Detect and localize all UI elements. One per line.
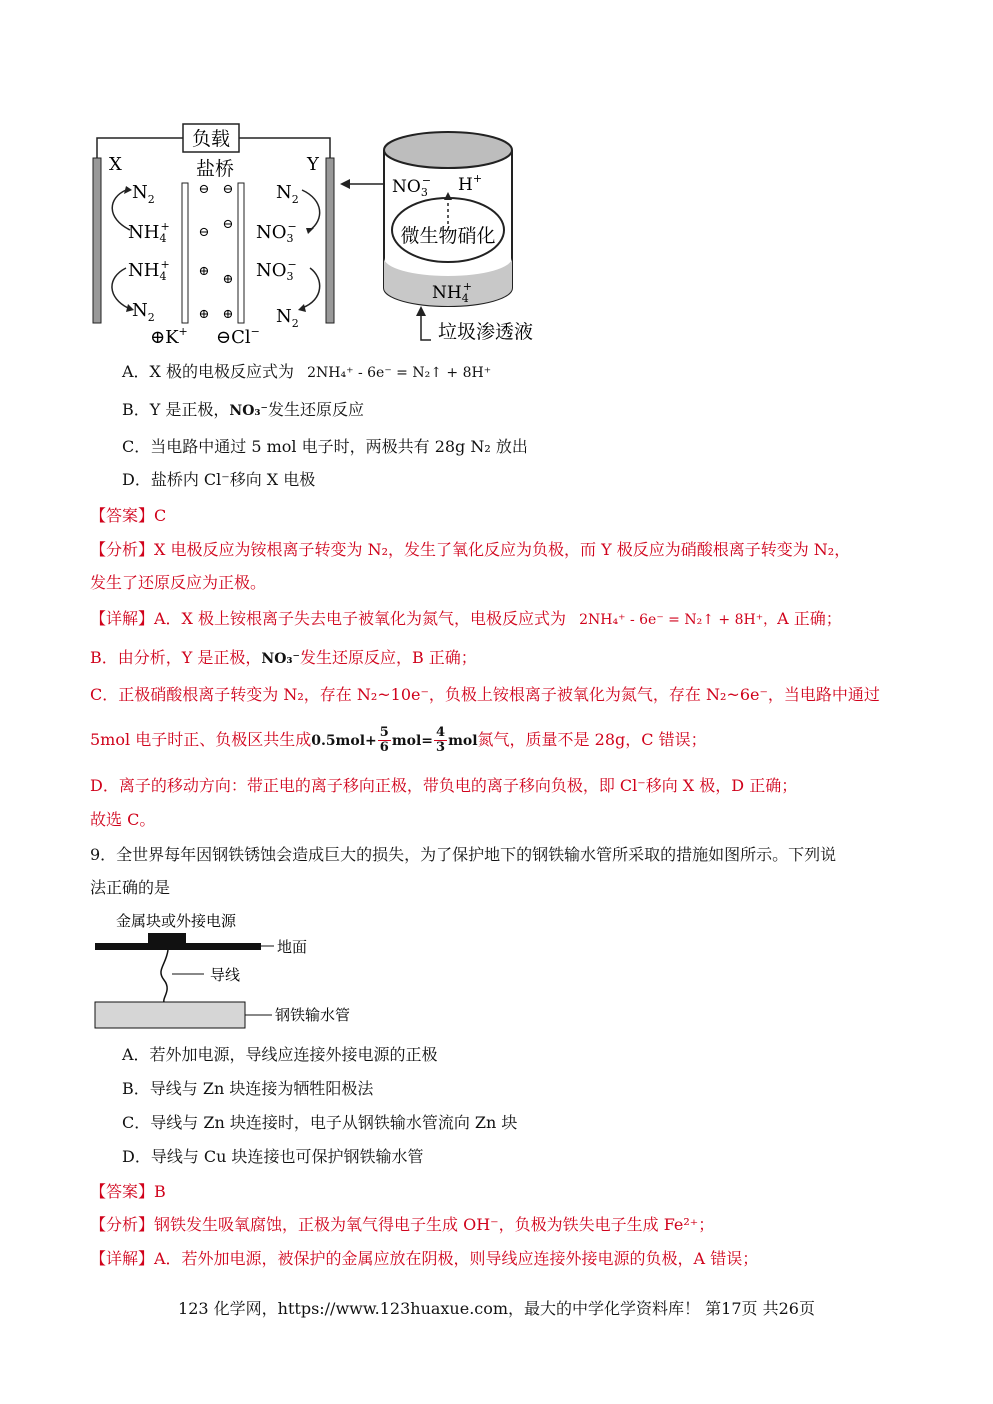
q8-detail-d: D．离子的移动方向：带正电的离子移向正极，带负电的离子移向负极，即 Cl⁻移向 X 极，D 正确； bbox=[90, 776, 798, 795]
salt-bridge-label: 盐桥 bbox=[195, 158, 235, 180]
k-ion-label: ⊕K+ bbox=[150, 325, 188, 348]
q8-detail-b-post: 发生还原反应，B 正确； bbox=[299, 648, 477, 667]
arrow-to-y bbox=[340, 179, 350, 189]
right-n2-top: $N_2$ bbox=[276, 182, 299, 206]
pipe-label: 钢铁输水管 bbox=[275, 1006, 351, 1024]
bio-h: H+ bbox=[458, 172, 483, 195]
right-no3-top: $NO_3-$ bbox=[256, 220, 297, 245]
q8-option-b-post: 发生还原反应 bbox=[267, 400, 364, 419]
q9-option-c: C．导线与 Zn 块连接时，电子从钢铁输水管流向 Zn 块 bbox=[122, 1113, 518, 1132]
salt-bridge-ions bbox=[199, 182, 234, 322]
salt-bridge-wall-left bbox=[182, 183, 188, 323]
page-footer: 123 化学网，https://www.123huaxue.com，最大的中学化学资料库！ 第17页 共26页 bbox=[178, 1299, 815, 1318]
steel-pipe bbox=[95, 1002, 245, 1028]
q9-stem-line2: 法正确的是 bbox=[90, 878, 171, 897]
left-n2-bottom: $N_2$ bbox=[132, 300, 155, 324]
q9-detail-a: 【详解】A．若外加电源，被保护的金属应放在阴极，则导线应连接外接电源的负极，A 错误； bbox=[90, 1249, 759, 1268]
bio-no3: $NO_3-$ bbox=[392, 174, 432, 199]
q8-detail-c2-text: 5mol 电子时正、负极区共生成 bbox=[90, 730, 312, 749]
metal-block-label: 金属块或外接电源 bbox=[116, 912, 237, 930]
fraction-4-3: $\frac{4}{3}$ bbox=[436, 725, 446, 755]
q8-detail-a-text: 【详解】A．X 极上铵根离子失去电子被氧化为氮气，电极反应式为 bbox=[90, 609, 567, 628]
pipe-protection-figure bbox=[92, 910, 382, 1035]
q8-option-b-ion: NO₃⁻ bbox=[229, 403, 268, 419]
q8-detail-a bbox=[90, 609, 842, 630]
svg-text:⊖: ⊖ bbox=[222, 217, 234, 232]
metal-block bbox=[148, 933, 186, 943]
svg-text:⊕: ⊕ bbox=[222, 307, 234, 322]
svg-text:⊖: ⊖ bbox=[198, 225, 210, 240]
q8-option-a-equation: 2NH₄⁺ - 6e⁻ = N₂↑ + 8H⁺ bbox=[307, 365, 492, 381]
ground-bar bbox=[95, 943, 261, 950]
microbe-nitrification-label: 微生物硝化 bbox=[400, 225, 496, 247]
q9-stem-line1: 9．全世界每年因钢铁锈蚀会造成巨大的损失，为了保护地下的钢铁输水管所采取的措施如图所示。下列说 bbox=[90, 845, 837, 864]
left-nh4-bottom: $NH_4+$ bbox=[128, 258, 170, 283]
q9-option-b: B．导线与 Zn 块连接为牺牲阳极法 bbox=[122, 1079, 374, 1098]
cl-ion-label: ⊖Cl− bbox=[216, 325, 260, 348]
right-arrow-top bbox=[302, 190, 320, 230]
q8-detail-b-text: B．由分析，Y 是正极， bbox=[90, 648, 262, 667]
q8-detail-c2-post: 氮气，质量不是 28g，C 错误； bbox=[477, 730, 707, 749]
q8-option-b-text: B．Y 是正极， bbox=[122, 400, 230, 419]
q8-choice: 故选 C。 bbox=[90, 810, 156, 829]
q9-analysis: 【分析】钢铁发生吸氧腐蚀，正极为氧气得电子生成 OH⁻，负极为铁失电子生成 Fe²⁺； bbox=[90, 1215, 715, 1234]
q8-detail-c-line1: C．正极硝酸根离子转变为 N₂，存在 N₂~10e⁻，负极上铵根离子被氧化为氮气，存在 N₂~6e⁻，当电路中通过 bbox=[90, 685, 880, 704]
electrochemical-cell-figure bbox=[88, 118, 568, 348]
q8-option-b bbox=[122, 400, 364, 421]
electrode-x-label: X bbox=[109, 154, 122, 175]
q9-answer: 【答案】B bbox=[90, 1182, 166, 1201]
q8-detail-c2-term1: 0.5mol+ bbox=[311, 733, 377, 749]
svg-text:⊕: ⊕ bbox=[198, 264, 210, 279]
wire-label: 导线 bbox=[210, 966, 241, 984]
right-no3-bottom: $NO_3-$ bbox=[256, 258, 297, 283]
q8-analysis-line1: 【分析】X 电极反应为铵根离子转变为 N₂，发生了氧化反应为负极，而 Y 极反应为硝酸根离子转变为 N₂， bbox=[90, 540, 851, 559]
q8-analysis-line2: 发生了还原反应为正极。 bbox=[90, 573, 267, 592]
right-arrow-bottom bbox=[302, 268, 320, 308]
q8-detail-a-post: A 正确； bbox=[777, 609, 842, 628]
left-arrow-bottom bbox=[112, 268, 128, 308]
right-n2-bottom: $N_2$ bbox=[276, 306, 299, 330]
q8-answer: 【答案】C bbox=[90, 506, 167, 525]
bio-nh4: $NH_4+$ bbox=[432, 280, 472, 305]
svg-text:⊖: ⊖ bbox=[222, 182, 234, 197]
q8-detail-c2-term3: mol bbox=[448, 733, 478, 749]
svg-text:⊖: ⊖ bbox=[198, 182, 210, 197]
q8-detail-a-equation: 2NH₄⁺ - 6e⁻ = N₂↑ + 8H⁺， bbox=[579, 612, 778, 628]
electrode-y bbox=[326, 158, 334, 323]
q8-option-d: D．盐桥内 Cl⁻移向 X 电极 bbox=[122, 470, 316, 489]
salt-bridge-wall-right bbox=[238, 183, 244, 323]
q8-option-a bbox=[122, 362, 491, 383]
load-label: 负载 bbox=[191, 128, 231, 150]
q9-option-d: D．导线与 Cu 块连接也可保护钢铁输水管 bbox=[122, 1147, 424, 1166]
svg-text:⊕: ⊕ bbox=[222, 272, 234, 287]
q9-option-a: A．若外加电源，导线应连接外接电源的正极 bbox=[122, 1045, 438, 1064]
svg-text:⊕: ⊕ bbox=[198, 307, 210, 322]
q8-detail-b bbox=[90, 648, 477, 669]
leachate-label: 垃圾渗透液 bbox=[438, 321, 534, 343]
left-n2-top: $N_2$ bbox=[132, 182, 155, 206]
q8-detail-b-ion: NO₃⁻ bbox=[261, 651, 300, 667]
q8-detail-c2-term2: mol= bbox=[391, 733, 434, 749]
fraction-5-6: $\frac{5}{6}$ bbox=[379, 725, 389, 755]
electrode-x bbox=[93, 158, 101, 323]
q8-option-c: C．当电路中通过 5 mol 电子时，两极共有 28g N₂ 放出 bbox=[122, 437, 528, 456]
q8-detail-c-line2 bbox=[90, 722, 707, 759]
wire bbox=[161, 950, 168, 1002]
electrode-y-label: Y bbox=[307, 154, 319, 175]
q8-option-a-text: A．X 极的电极反应式为 bbox=[122, 362, 295, 381]
ground-label: 地面 bbox=[277, 938, 308, 956]
left-nh4-top: $NH_4+$ bbox=[128, 220, 170, 245]
